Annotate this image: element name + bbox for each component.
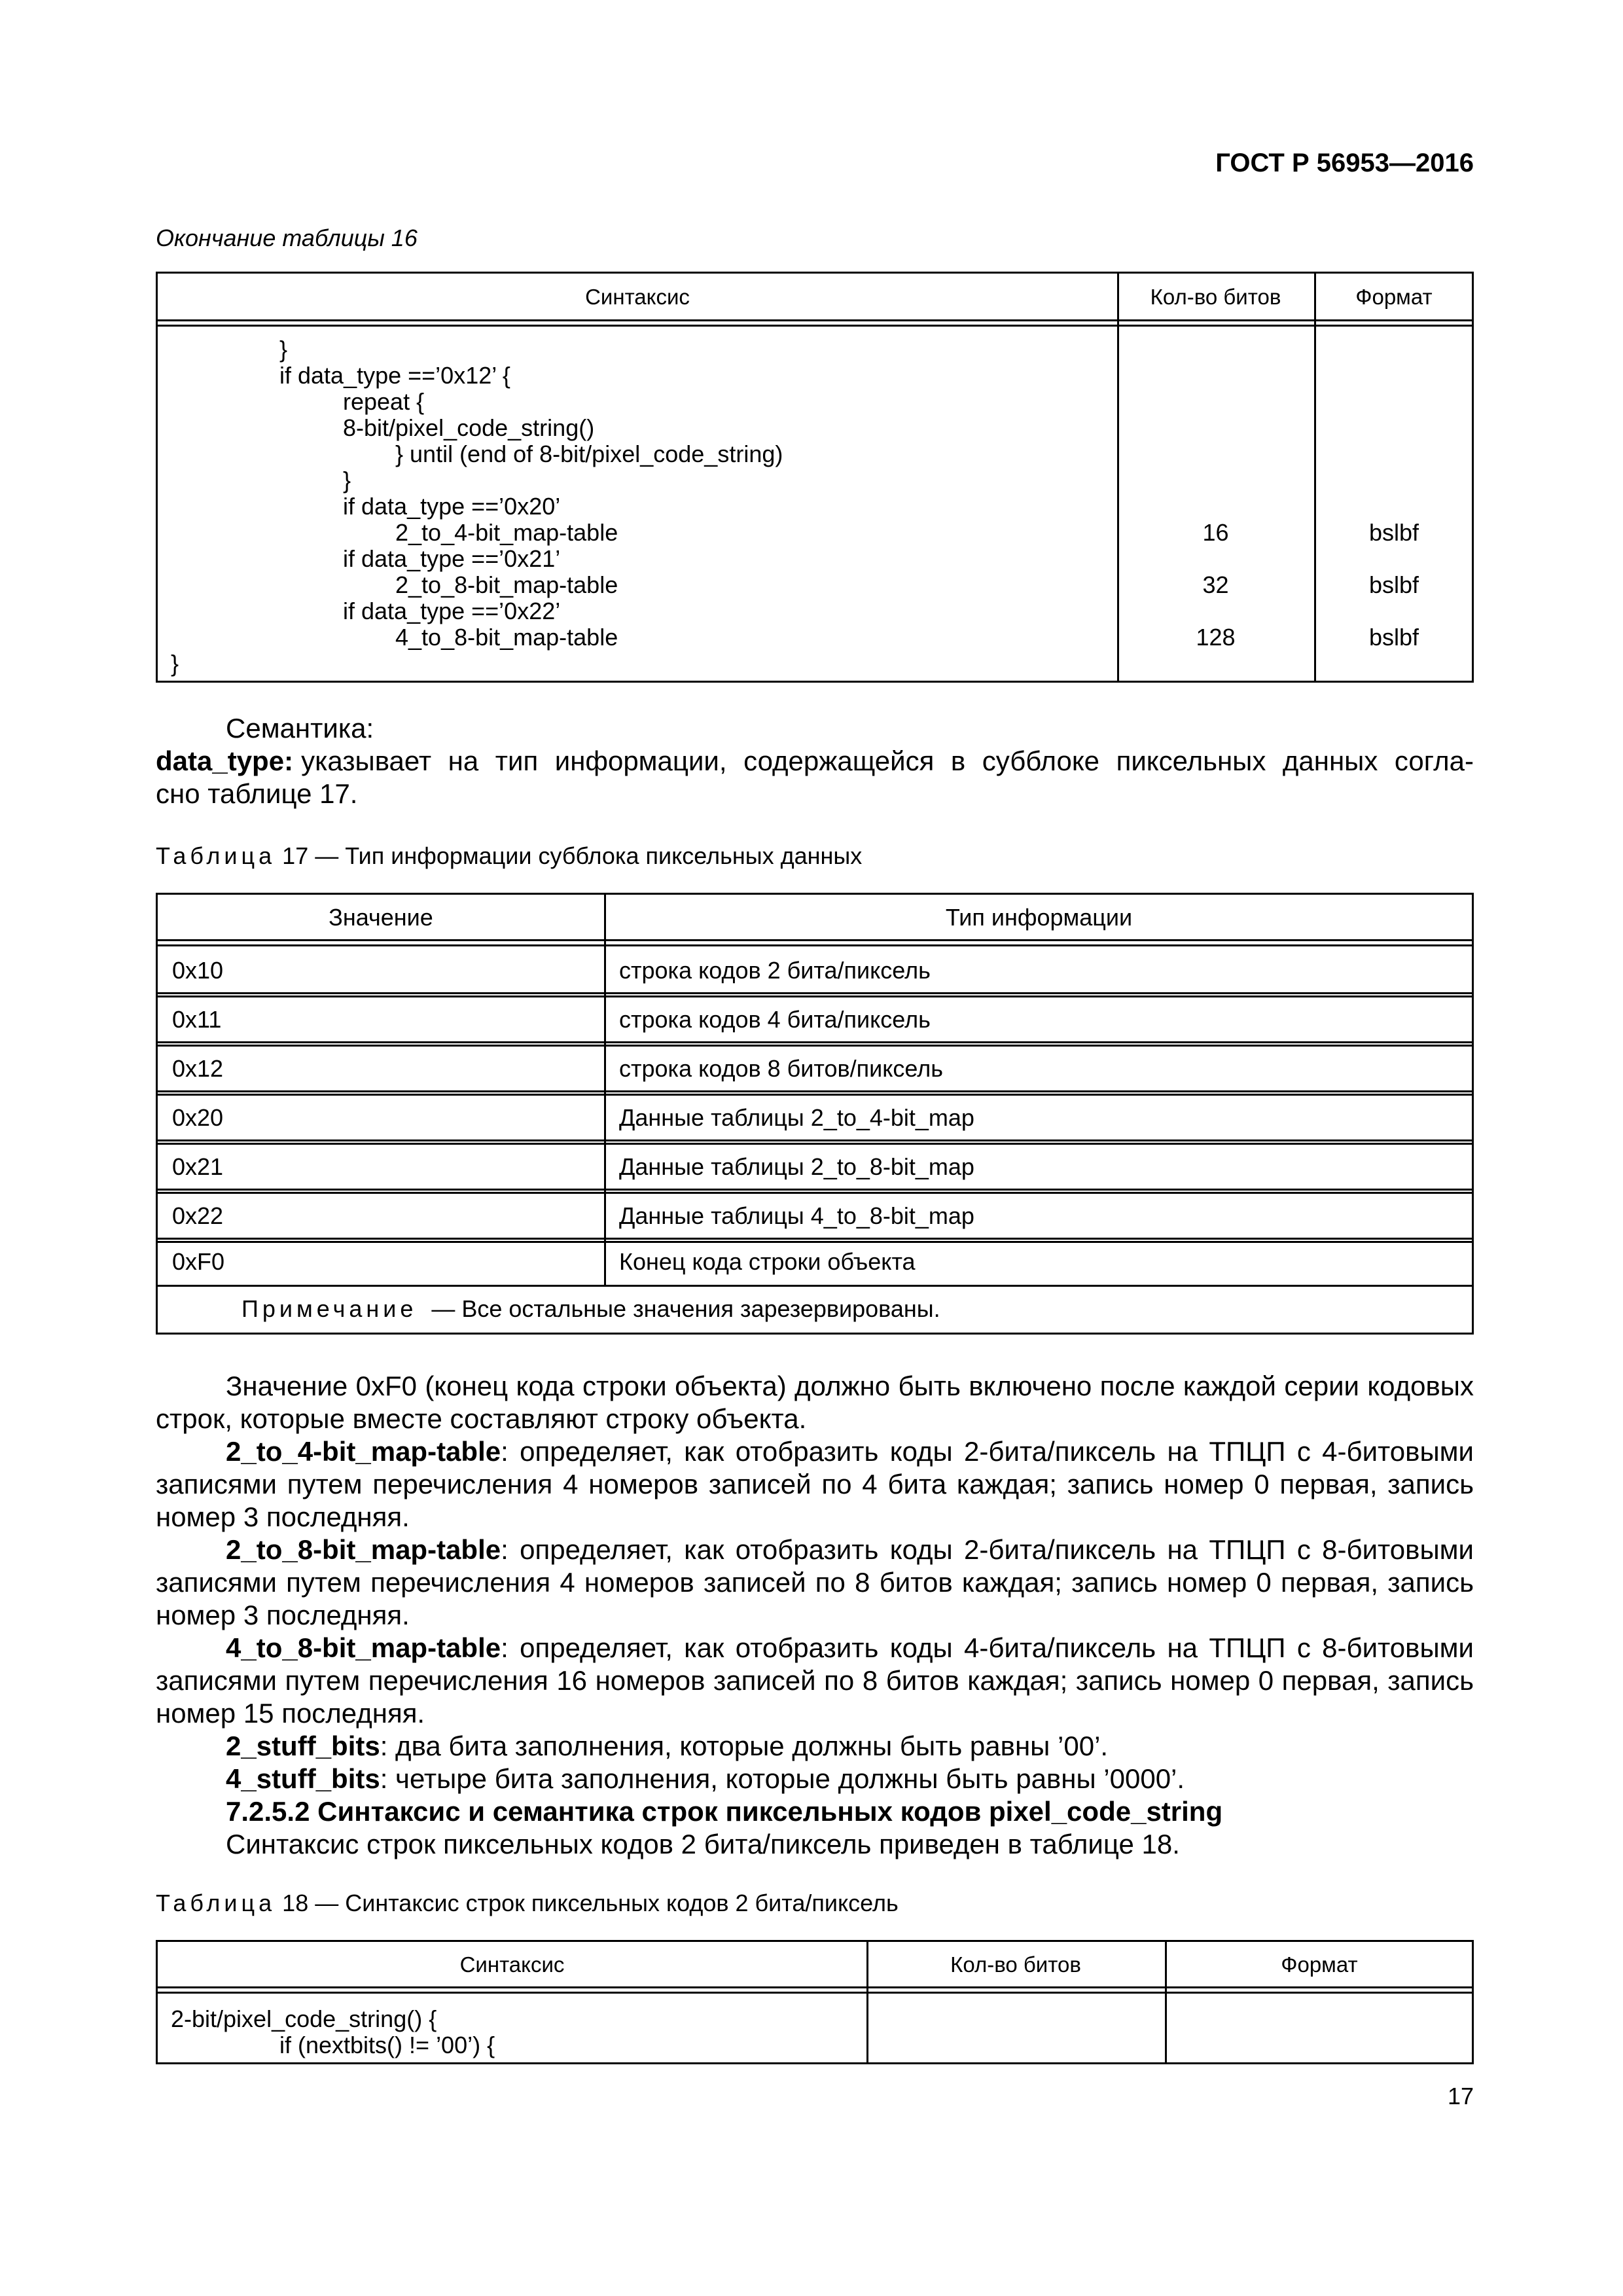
- format-value: bslbf: [1368, 519, 1419, 546]
- table-continuation-label: Окончание таблицы 16: [156, 224, 418, 251]
- code-line: if data_type ==’0x12’ {: [279, 362, 510, 389]
- paragraph-line: Значение 0xF0 (конец кода строки объекта) должно быть включено после каждой серии кодовых: [226, 1371, 1474, 1401]
- paragraph-line: номер 3 последняя.: [156, 1501, 410, 1532]
- value-cell: 0x22: [172, 1202, 224, 1229]
- term: data_type:: [156, 745, 294, 776]
- info-cell: Данные таблицы 4_to_8-bit_map: [619, 1202, 974, 1229]
- table-note: [241, 1285, 940, 1333]
- header-divider: [158, 1986, 1472, 1988]
- info-cell: строка кодов 4 бита/пиксель: [619, 1005, 931, 1033]
- row-divider: [158, 1090, 1472, 1092]
- semantics-line-1: [156, 745, 1474, 778]
- definition: : два бита заполнения, которые должны быть равны ’00’.: [380, 1731, 1109, 1761]
- paragraph-line: номер 3 последняя.: [156, 1600, 410, 1630]
- header-divider: [158, 319, 1472, 321]
- code-line: 4_to_8-bit_map-table: [395, 624, 618, 651]
- paragraph-line: строк, которые вместе составляют строку объекта.: [156, 1403, 807, 1434]
- row-divider: [158, 992, 1472, 994]
- caption-prefix: Таблица: [156, 842, 276, 869]
- caption-prefix: Таблица: [156, 1890, 276, 1916]
- section-heading: 7.2.5.2 Синтаксис и семантика строк пиксельных кодов pixel_code_string: [226, 1796, 1223, 1827]
- table-row: [158, 1192, 1472, 1240]
- header-divider-double: [158, 325, 1472, 327]
- note-text: — Все остальные значения зарезервированы.: [431, 1295, 940, 1322]
- semantics-label: Семантика:: [226, 713, 374, 744]
- col-header-format: Формат: [1355, 285, 1433, 309]
- header-divider-double: [158, 1992, 1472, 1994]
- definition: : определяет, как отобразить коды 2-бита/пиксель на ТПЦП с 4-битовыми: [501, 1436, 1474, 1467]
- bits-value: 32: [1202, 571, 1229, 598]
- table-17-caption: [156, 842, 862, 870]
- page-number: 17: [1447, 2083, 1474, 2109]
- term: 4_stuff_bits: [226, 1763, 380, 1794]
- code-line: 8-bit/pixel_code_string(): [343, 414, 595, 441]
- row-divider: [158, 1041, 1472, 1043]
- paragraph-line: записями путем перечисления 4 номеров записей по 8 битов каждая; запись номер 0 первая, запись: [156, 1567, 1474, 1598]
- paragraph-line: Синтаксис строк пиксельных кодов 2 бита/пиксель приведен в таблице 18.: [226, 1829, 1180, 1859]
- value-cell: 0x21: [172, 1153, 224, 1180]
- table-17: [156, 893, 1474, 1335]
- value-cell: 0x20: [172, 1103, 224, 1131]
- note-label: Примечание: [241, 1295, 418, 1322]
- value-cell: 0x11: [172, 1005, 222, 1033]
- code-line: 2_to_8-bit_map-table: [395, 571, 618, 598]
- table-header-row: [158, 895, 1472, 941]
- col-header-syntax: Синтаксис: [585, 285, 690, 309]
- code-line: if data_type ==’0x22’: [343, 598, 561, 624]
- code-line: 2_to_4-bit_map-table: [395, 519, 618, 546]
- col-header-syntax: Синтаксис: [459, 1952, 565, 1977]
- table-row: [158, 1045, 1472, 1092]
- paragraph-line: [226, 1763, 1185, 1795]
- col-header-info: Тип информации: [945, 904, 1133, 931]
- code-line: }: [279, 336, 288, 363]
- row-divider: [158, 1139, 1472, 1141]
- table-row: [158, 1143, 1472, 1191]
- info-cell: Конец кода строки объекта: [619, 1248, 916, 1275]
- code-line: if data_type ==’0x20’: [343, 493, 561, 520]
- code-line: repeat {: [343, 388, 425, 415]
- paragraph-line: [156, 1534, 1474, 1566]
- definition: : четыре бита заполнения, которые должны быть равны ’0000’.: [380, 1763, 1185, 1794]
- info-cell: Данные таблицы 2_to_4-bit_map: [619, 1103, 974, 1131]
- definition: : определяет, как отобразить коды 4-бита/пиксель на ТПЦП с 8-битовыми: [501, 1632, 1474, 1663]
- code-line: 2-bit/pixel_code_string() {: [171, 2005, 437, 2032]
- caption-text: 18 — Синтаксис строк пиксельных кодов 2 бита/пиксель: [282, 1890, 899, 1916]
- table-row: [158, 1239, 1472, 1285]
- column-divider: [1314, 274, 1316, 681]
- info-cell: Данные таблицы 2_to_8-bit_map: [619, 1153, 974, 1180]
- paragraph-line: записями путем перечисления 16 номеров записей по 8 битов каждая; запись номер 0 первая, запись: [156, 1665, 1474, 1696]
- row-divider: [158, 939, 1472, 941]
- format-value: bslbf: [1368, 571, 1419, 598]
- value-cell: 0x12: [172, 1054, 224, 1082]
- table-row: [158, 996, 1472, 1043]
- paragraph-line: [156, 1435, 1474, 1468]
- table-16: [156, 272, 1474, 683]
- col-header-format: Формат: [1281, 1952, 1358, 1977]
- term: 2_stuff_bits: [226, 1731, 380, 1761]
- term: 2_to_8-bit_map-table: [226, 1534, 501, 1565]
- document-header: ГОСТ Р 56953—2016: [1215, 149, 1474, 177]
- value-cell: 0xF0: [172, 1248, 225, 1275]
- paragraph-line: записями путем перечисления 4 номеров записей по 4 бита каждая; запись номер 0 первая, запись: [156, 1469, 1474, 1499]
- code-line: }: [171, 650, 179, 677]
- column-divider: [866, 1942, 868, 2062]
- format-value: bslbf: [1368, 624, 1419, 651]
- info-cell: строка кодов 2 бита/пиксель: [619, 956, 931, 984]
- paragraph-line: [156, 1632, 1474, 1664]
- bits-value: 16: [1202, 519, 1229, 546]
- paragraph-line: [226, 1730, 1108, 1763]
- code-line: if data_type ==’0x21’: [343, 545, 561, 572]
- bits-value: 128: [1196, 624, 1236, 651]
- column-divider: [1165, 1942, 1167, 2062]
- row-divider: [158, 1189, 1472, 1191]
- caption-text: 17 — Тип информации субблока пиксельных данных: [282, 842, 863, 869]
- col-header-bits: Кол-во битов: [950, 1952, 1081, 1977]
- col-header-value: Значение: [329, 904, 433, 931]
- paragraph-line: номер 15 последняя.: [156, 1698, 425, 1729]
- column-divider: [1117, 274, 1119, 681]
- code-line: } until (end of 8-bit/pixel_code_string): [395, 440, 783, 467]
- term: 2_to_4-bit_map-table: [226, 1436, 501, 1467]
- info-cell: строка кодов 8 битов/пиксель: [619, 1054, 943, 1082]
- table-row: [158, 1094, 1472, 1141]
- semantics-text: указывает на тип информации, содержащейся в субблоке пиксельных данных согла-: [301, 745, 1474, 776]
- code-line: }: [343, 467, 351, 493]
- code-line: if (nextbits() != ’00’) {: [279, 2032, 495, 2058]
- table-18-caption: [156, 1890, 899, 1917]
- semantics-line-2: сно таблице 17.: [156, 778, 358, 809]
- table-18: [156, 1940, 1474, 2064]
- table-row: [158, 946, 1472, 994]
- table-note-row: [158, 1285, 1472, 1333]
- term: 4_to_8-bit_map-table: [226, 1632, 501, 1663]
- value-cell: 0x10: [172, 956, 224, 984]
- col-header-bits: Кол-во битов: [1150, 285, 1281, 309]
- definition: : определяет, как отобразить коды 2-бита/пиксель на ТПЦП с 8-битовыми: [501, 1534, 1474, 1565]
